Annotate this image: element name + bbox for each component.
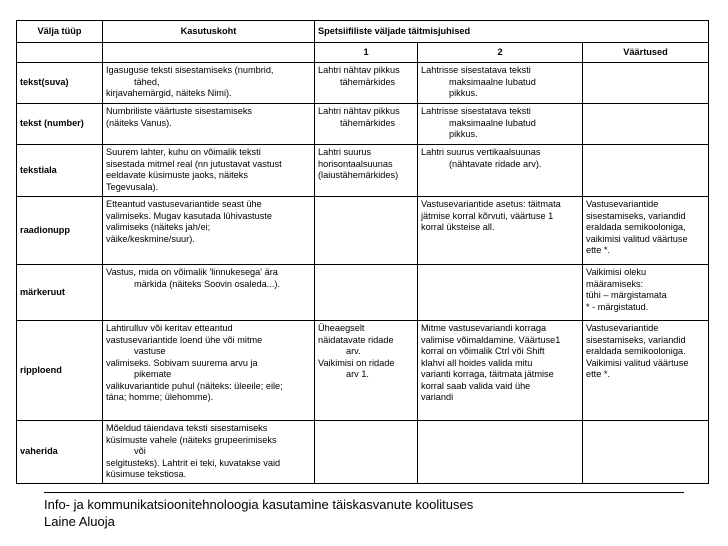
text-line: märkida (näiteks Soovin osaleda...). [134,278,281,289]
text-line: ette *. [586,245,611,255]
text-line: maksimaalne lubatud [449,117,536,128]
subheader-row [17,43,709,63]
text-line: Mõeldud täiendava teksti sisestamiseks [106,423,268,433]
text-line: arv. [346,346,361,356]
text-line: horisontaalsuunas [318,158,393,169]
text-line: Vastusevariantide asetus: täitmata [421,199,561,209]
text-line: * - märgistatud. [586,301,649,312]
row-type: tekstiala [17,145,103,197]
subheader-empty-1 [17,43,103,63]
text-line: Tegevusala). [106,181,159,192]
text-line: Vaikimisi valitud väärtuse [586,357,689,368]
text-line: eraldada semikooloniga. [586,346,686,356]
text-line: klahvi all hoides valida mitu [421,357,533,368]
text-line: Lahtrisse sisestatava teksti [421,65,531,75]
row-values [583,197,709,265]
text-line: (nähtavate ridade arv). [449,158,542,169]
field-types-table [16,20,709,484]
text-line: vastusevariantide loend ühe või mitme [106,334,263,345]
text-line: Igasuguse teksti sisestamiseks (numbrid, [106,65,274,75]
text-line: Lahtri nähtav pikkus [318,65,400,75]
row-col1 [315,145,418,197]
text-line: ette *. [586,369,611,379]
text-line: Suurem lahter, kuhu on võimalik teksti [106,147,261,157]
row-type: raadionupp [17,197,103,265]
table-row [17,197,709,265]
row-usage [103,421,315,484]
text-line: jätmise korral kõrvuti, väärtuse 1 [421,210,554,221]
text-line: Lahtri suurus [318,147,372,157]
text-line: tähemärkides [340,76,396,87]
text-line: valimise võimaldamine. Väärtuse1 [421,334,561,345]
text-line: Lahtri suurus vertikaalsuunas [421,147,541,157]
text-line: maksimaalne lubatud [449,76,536,87]
row-col1 [315,265,418,321]
text-line: vastuse [134,346,166,356]
subheader-values: Väärtused [583,43,709,63]
text-line: korral saab valida vaid ühe [421,380,531,391]
table-row [17,145,709,197]
row-type: tekst(suva) [17,63,103,104]
text-line: arv 1. [346,369,369,379]
text-line: valimiseks (näiteks jah/ei; [106,222,211,232]
text-line: Vastusevariantide [586,199,659,209]
header-row [17,21,709,43]
row-usage [103,197,315,265]
row-col1 [315,321,418,421]
text-line: valimiseks. Mugav kasutada lühivastuste [106,210,272,221]
text-line: pikkus. [449,129,478,139]
row-values [583,63,709,104]
text-line: Numbriliste väärtuste sisestamiseks [106,106,253,116]
text-line: Lahtri nähtav pikkus [318,106,400,116]
text-line: eeldavate küsimuste jaoks, näiteks [106,170,248,180]
text-line: kirjavahemärgid, näiteks Nimi). [106,88,232,98]
row-type: vaherida [17,421,103,484]
row-col1 [315,63,418,104]
text-line: Lahtirulluv või keritav etteantud [106,323,233,333]
row-values [583,145,709,197]
row-type: märkeruut [17,265,103,321]
table-row [17,321,709,421]
text-line: vaikimisi valitud väärtuse [586,233,688,244]
row-values [583,265,709,321]
row-col2 [418,421,583,484]
text-line: Mitme vastusevariandi korraga [421,323,547,333]
header-field-type: Välja tüüp [17,21,103,43]
text-line: varianti korraga, täitmata jätmise [421,369,554,379]
text-line: (laiustähemärkides) [318,170,399,180]
footer-author: Laine Aluoja [44,514,115,529]
table-row [17,265,709,321]
row-col2 [418,265,583,321]
text-line: pikkus. [449,88,478,98]
text-line: küsimuse tekstiosa. [106,469,187,479]
text-line: Üheaegselt [318,323,365,333]
footer-title: Info- ja kommunikatsioonitehnoloogia kasutamine täiskasvanute koolituses [44,497,474,512]
row-values [583,321,709,421]
text-line: määramiseks: [586,278,644,289]
row-usage [103,321,315,421]
text-line: Lahtrisse sisestatava teksti [421,106,531,116]
text-line: Vaikimisi oleku [586,267,647,277]
text-line: küsimuste vahele (näiteks grupeerimiseks [106,434,277,445]
row-col2 [418,321,583,421]
text-line: tühi – märgistamata [586,290,667,300]
table-row [17,63,709,104]
text-line: sisestamiseks, variandid [586,210,686,221]
row-usage [103,104,315,145]
table-row [17,421,709,484]
text-line: Vastus, mida on võimalik 'linnukesega' ära [106,267,278,277]
text-line: väike/keskmine/suur). [106,233,195,244]
row-usage [103,63,315,104]
row-col1 [315,104,418,145]
footer-divider [44,492,684,493]
header-instructions: Spetsiifiliste väljade täitmisjuhised [315,21,709,43]
row-type: tekst (number) [17,104,103,145]
subheader-empty-2 [103,43,315,63]
text-line: korral on võimalik Ctrl või Shift [421,346,545,356]
row-col2 [418,145,583,197]
row-col1 [315,421,418,484]
row-usage [103,265,315,321]
text-line: Vaikimisi on ridade [318,357,395,368]
subheader-col2: 2 [418,43,583,63]
text-line: eraldada semikooloniga, [586,222,686,232]
text-line: näidatavate ridade [318,334,394,345]
row-type: ripploend [17,321,103,421]
text-line: tähemärkides [340,117,396,128]
text-line: variandi [421,392,454,402]
row-col1 [315,197,418,265]
text-line: tähed, [134,76,160,87]
text-line: täna; homme; ülehomme). [106,392,214,402]
text-line: valimiseks. Sobivam suurema arvu ja [106,357,258,368]
text-line: sisestada mitmel real (nn jutustavat vastust [106,158,282,169]
text-line: sisestamiseks, variandid [586,334,686,345]
row-values [583,421,709,484]
row-col2 [418,63,583,104]
text-line: selgitusteks). Lahtrit ei teki, kuvatakse vaid [106,457,281,468]
text-line: või [134,446,146,456]
header-usage: Kasutuskoht [103,21,315,43]
text-line: Vastusevariantide [586,323,659,333]
row-values [583,104,709,145]
row-col2 [418,197,583,265]
table-row [17,104,709,145]
text-line: valikuvariantide puhul (näiteks: üleeile; eile; [106,380,283,391]
subheader-col1: 1 [315,43,418,63]
text-line: korral üksteise all. [421,222,495,232]
row-col2 [418,104,583,145]
row-usage [103,145,315,197]
text-line: Etteantud vastusevariantide seast ühe [106,199,262,209]
text-line: (näiteks Vanus). [106,117,172,128]
text-line: pikemate [134,369,172,379]
